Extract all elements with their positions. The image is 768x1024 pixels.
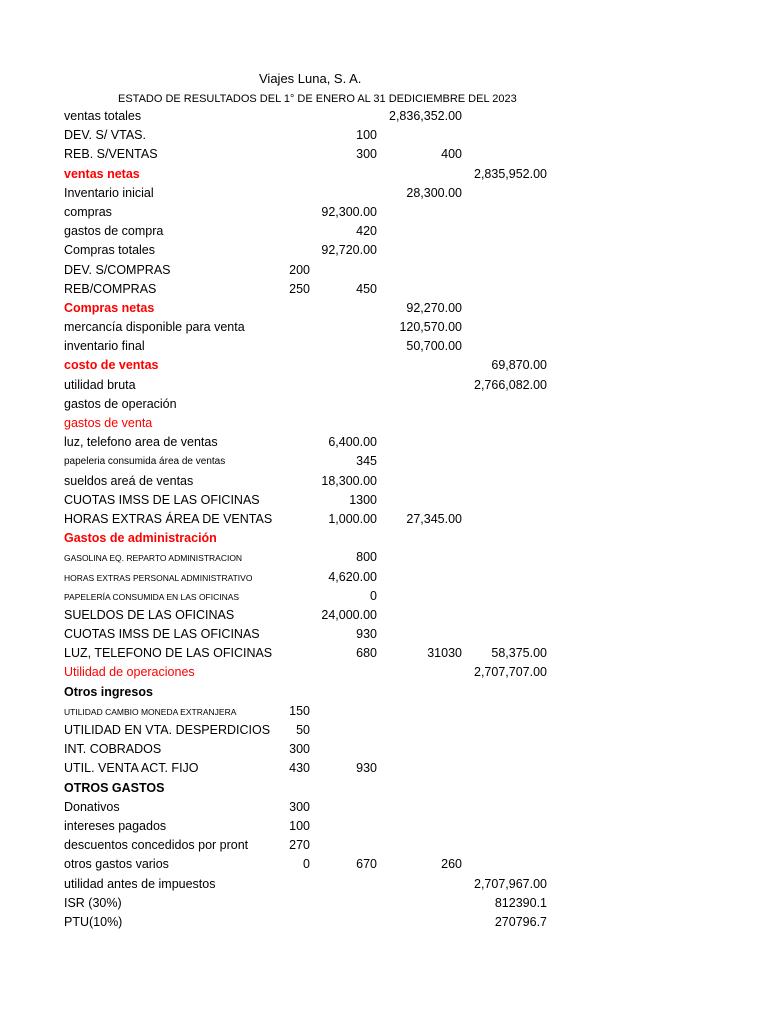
row-utilidad-operaciones xyxy=(0,664,768,683)
row-label: REB/COMPRAS xyxy=(64,281,157,296)
cell-col1: 50 xyxy=(296,723,310,737)
row-horas-extras-admin xyxy=(0,569,768,588)
row-utilidad-desperdicios xyxy=(0,722,768,741)
row-gastos-administracion xyxy=(0,530,768,549)
cell-col3: 2,836,352.00 xyxy=(389,109,462,123)
cell-col1: 270 xyxy=(289,838,310,853)
cell-col1: 250 xyxy=(289,281,310,296)
cell-col4: 812390.1 xyxy=(494,895,547,910)
row-gastos-de-compra xyxy=(0,223,768,242)
row-label: INT. COBRADOS xyxy=(64,742,162,757)
row-label: UTILIDAD CAMBIO MONEDA EXTRANJERA xyxy=(64,706,237,717)
row-label: utilidad antes de impuestos xyxy=(64,876,216,891)
cell-col2: 100 xyxy=(356,128,377,143)
cell-col2: 92,720.00 xyxy=(321,243,377,258)
row-label: mercancía disponible para venta xyxy=(64,320,245,335)
row-otros-ingresos xyxy=(0,684,768,703)
row-otros-gastos-varios xyxy=(0,856,768,875)
cell-col1: 200 xyxy=(289,262,310,277)
row-label: UTIL. VENTA ACT. FIJO xyxy=(64,761,199,776)
cell-col4: 2,835,952.00 xyxy=(474,166,547,181)
cell-col3: 27,345.00 xyxy=(406,511,462,526)
cell-col3: 92,270.00 xyxy=(406,300,462,315)
row-label: PAPELERÍA CONSUMIDA EN LAS OFICINAS xyxy=(64,591,240,602)
row-compras xyxy=(0,204,768,223)
row-label: DEV. S/COMPRAS xyxy=(64,262,171,277)
row-utilidad-antes-impuestos xyxy=(0,876,768,895)
cell-col4: 2,766,082.00 xyxy=(474,377,547,392)
row-isr xyxy=(0,895,768,914)
row-label: utilidad bruta xyxy=(64,377,136,392)
section-label: gastos de venta xyxy=(64,416,153,430)
row-luz-telefono-oficinas xyxy=(0,645,768,664)
row-gastos-de-operacion xyxy=(0,396,768,415)
row-label: LUZ, TELEFONO DE LAS OFICINAS xyxy=(64,646,273,661)
row-cuotas-imss-ventas xyxy=(0,492,768,511)
row-label: gastos de operación xyxy=(64,396,177,411)
row-label: HORAS EXTRAS ÁREA DE VENTAS xyxy=(64,511,273,526)
cell-col2: 1300 xyxy=(349,492,377,507)
row-label: REB. S/VENTAS xyxy=(64,147,158,162)
cell-col3: 31030 xyxy=(427,646,462,661)
cell-col3: 120,570.00 xyxy=(399,320,462,335)
statement-title: ESTADO DE RESULTADOS DEL 1° DE ENERO AL 31 DEDICIEMBRE DEL 2023 xyxy=(118,93,517,105)
row-label: CUOTAS IMSS DE LAS OFICINAS xyxy=(64,492,260,507)
cell-col1: 0 xyxy=(303,857,310,872)
cell-col2: 450 xyxy=(356,281,377,296)
cell-col3: 400 xyxy=(441,147,462,162)
row-label: ISR (30%) xyxy=(64,895,122,910)
row-utilidad-cambio xyxy=(0,703,768,722)
cell-col2: 800 xyxy=(356,550,377,565)
row-label: gastos de compra xyxy=(64,224,164,239)
statement-rows xyxy=(0,108,768,933)
row-label: sueldos areá de ventas xyxy=(64,473,194,488)
row-sueldos-ventas xyxy=(0,473,768,492)
cell-col3: 28,300.00 xyxy=(406,185,462,200)
section-label: Gastos de administración xyxy=(64,531,217,546)
row-util-venta-act-fijo xyxy=(0,760,768,779)
row-luz-telefono-ventas xyxy=(0,434,768,453)
cell-col2: 680 xyxy=(356,646,377,661)
cell-col1: 300 xyxy=(289,799,310,814)
row-label: ventas totales xyxy=(64,109,142,123)
row-gastos-de-venta xyxy=(0,415,768,434)
row-reb-s-ventas xyxy=(0,146,768,165)
row-inventario-inicial xyxy=(0,185,768,204)
row-compras-totales xyxy=(0,242,768,261)
section-label: Utilidad de operaciones xyxy=(64,665,195,680)
row-label: HORAS EXTRAS PERSONAL ADMINISTRATIVO xyxy=(64,572,253,583)
row-label: otros gastos varios xyxy=(64,857,169,872)
row-label: papeleria consumida área de ventas xyxy=(64,456,226,468)
row-dev-s-vtas xyxy=(0,127,768,146)
row-label: UTILIDAD EN VTA. DESPERDICIOS xyxy=(64,723,271,737)
cell-col3: 260 xyxy=(441,857,462,872)
row-sueldos-oficinas xyxy=(0,607,768,626)
row-int-cobrados xyxy=(0,741,768,760)
cell-col2: 18,300.00 xyxy=(321,473,377,488)
cell-col4: 2,707,967.00 xyxy=(474,876,547,891)
cell-col3: 50,700.00 xyxy=(406,339,462,354)
cell-col2: 345 xyxy=(356,454,377,469)
row-ptu xyxy=(0,914,768,933)
cell-col2: 6,400.00 xyxy=(328,435,377,450)
row-cuotas-imss-oficinas xyxy=(0,626,768,645)
cell-col2: 0 xyxy=(370,588,377,603)
row-papeleria-ventas xyxy=(0,453,768,472)
section-label: Compras netas xyxy=(64,300,155,315)
row-otros-gastos xyxy=(0,780,768,799)
row-utilidad-bruta xyxy=(0,377,768,396)
row-compras-netas xyxy=(0,300,768,319)
row-ventas-netas xyxy=(0,166,768,185)
row-label: compras xyxy=(64,204,112,219)
row-dev-s-compras xyxy=(0,262,768,281)
row-gasolina xyxy=(0,549,768,568)
row-label: Inventario inicial xyxy=(64,185,154,200)
row-ventas-totales xyxy=(0,108,768,127)
row-reb-compras xyxy=(0,281,768,300)
row-label: SUELDOS DE LAS OFICINAS xyxy=(64,607,235,622)
section-label: OTROS GASTOS xyxy=(64,780,165,795)
cell-col2: 24,000.00 xyxy=(321,607,377,622)
row-donativos xyxy=(0,799,768,818)
row-label: GASOLINA EQ. REPARTO ADMINISTRACION xyxy=(64,553,243,564)
row-inventario-final xyxy=(0,338,768,357)
row-horas-extras-ventas xyxy=(0,511,768,530)
row-label: descuentos concedidos por pront xyxy=(64,838,249,853)
section-label: ventas netas xyxy=(64,166,140,181)
row-mercancia-disponible xyxy=(0,319,768,338)
cell-col1: 430 xyxy=(289,761,310,776)
cell-col1: 150 xyxy=(289,703,310,718)
cell-col4: 2,707,707.00 xyxy=(474,665,547,680)
cell-col2: 670 xyxy=(356,857,377,872)
row-label: luz, telefono area de ventas xyxy=(64,435,218,450)
cell-col2: 420 xyxy=(356,224,377,239)
cell-col4: 270796.7 xyxy=(494,914,547,929)
cell-col2: 92,300.00 xyxy=(321,204,377,219)
cell-col2: 930 xyxy=(356,761,377,776)
cell-col2: 4,620.00 xyxy=(328,569,377,584)
cell-col4: 69,870.00 xyxy=(491,358,547,373)
cell-col2: 300 xyxy=(356,147,377,162)
row-costo-de-ventas xyxy=(0,357,768,376)
row-label: DEV. S/ VTAS. xyxy=(64,128,146,143)
cell-col2: 930 xyxy=(356,627,377,642)
row-label: Compras totales xyxy=(64,243,156,258)
row-label: inventario final xyxy=(64,339,145,354)
cell-col4: 58,375.00 xyxy=(491,646,547,661)
row-label: intereses pagados xyxy=(64,818,167,833)
row-label: PTU(10%) xyxy=(64,914,123,929)
row-papeleria-oficinas xyxy=(0,588,768,607)
row-intereses-pagados xyxy=(0,818,768,837)
company-name: Viajes Luna, S. A. xyxy=(259,71,362,86)
section-label: Otros ingresos xyxy=(64,684,153,699)
row-label: Donativos xyxy=(64,799,120,814)
cell-col2: 1,000.00 xyxy=(328,511,377,526)
cell-col1: 300 xyxy=(289,742,310,757)
section-label: costo de ventas xyxy=(64,358,159,373)
row-label: CUOTAS IMSS DE LAS OFICINAS xyxy=(64,627,260,642)
cell-col1: 100 xyxy=(289,818,310,833)
row-descuentos-concedidos xyxy=(0,837,768,856)
